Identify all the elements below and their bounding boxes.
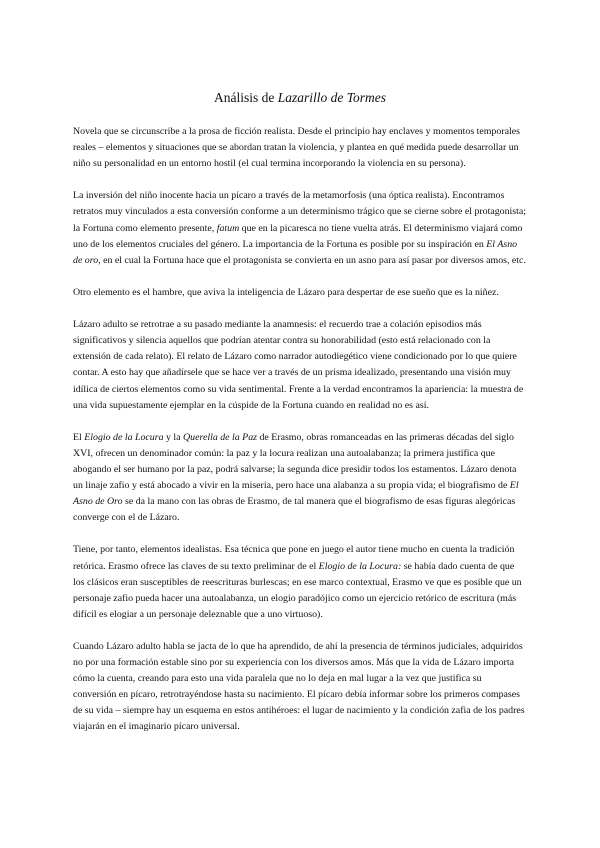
- paragraph-text: Otro elemento es el hambre, que aviva la inteligencia de Lázaro para despertar de ese sueño que es la niñez.: [73, 286, 499, 298]
- paragraph-text: El: [73, 431, 85, 443]
- paragraph-text: de Erasmo, obras romanceadas en las primeras décadas del siglo XVI, ofrecen un denominador común: la paz y la locura realizan una autoalabanza; la primera justifica que abogando el ser humano por la paz, podrá salvarse; la segunda dice presidir todos los estamentos. Lázaro denota un linaje zafio y está abocado a vivir en la miseria, pero hace una alabanza a su propia vida; el biografismo de: [73, 431, 517, 492]
- paragraph-text: La inversión del niño inocente hacia un pícaro a través de la metamorfosis (una óptica realista). Encontramos retratos muy vinculados a esta conversión conforme a un determinismo trágico que se cierne sobre el protagonista; la Fortuna como elemento presente,: [73, 190, 527, 234]
- paragraph: [73, 188, 527, 268]
- paragraph-text: Tiene, por tanto, elementos idealistas. Esa técnica que pone en juego el autor tiene mucho en cuenta la tradición retórica. Erasmo ofrece las claves de su texto preliminar de el: [73, 544, 515, 572]
- paragraph: [73, 285, 527, 301]
- italic-title-text: El Asno de Oro: [73, 480, 519, 508]
- italic-title-text: Querella de la Paz: [183, 431, 257, 443]
- paragraph: [73, 542, 527, 622]
- title-prefix: Análisis de: [213, 90, 278, 105]
- paragraph-text: se había dado cuenta de que los clásicos eran susceptibles de reescrituras burlescas; en ese marco contextual, Erasmo ve que es posible que un personaje zafio pueda hacer una autoalabanza, un elogio paradójico como un ejercicio retórico de escritura (más difícil es elogiar a un personaje deleznable que a uno virtuoso).: [73, 560, 522, 620]
- italic-title-text: fatum: [216, 222, 240, 234]
- paragraph: [73, 317, 527, 414]
- paragraph: [73, 124, 527, 172]
- paragraph-text: se da la mano con las obras de Erasmo, de tal manera que el biografismo de esas figuras alegóricas converge con el de Lázaro.: [73, 496, 516, 524]
- paragraph-text: Cuando Lázaro adulto habla se jacta de lo que ha aprendido, de ahí la presencia de términos judiciales, adquiridos no por una formación estable sino por su experiencia con los diversos amos. Más que la vida de Lázaro importa cómo la cuenta, creando para esto una vida paralela que no lo deja en mal lugar a la vez que justifica su conversión en pícaro, retrotrayéndose hasta su nacimiento. El pícaro debía informar sobre los primeros compases de su vida – siempre hay un esquema en estos antihéroes: el lugar de nacimiento y la condición zafia de los padres viajarán en el imaginario pícaro universal.: [73, 641, 525, 733]
- italic-title-text: Elogio de la Locura: [84, 431, 164, 443]
- paragraph-text: y la: [163, 431, 184, 443]
- paragraph-text: Lázaro adulto se retrotrae a su pasado mediante la anamnesis: el recuerdo trae a colación episodios más significativos y silencia aquellos que podrían atentar contra su honorabilidad (esto está relacionado con la extensión de cada relato). El relato de Lázaro como narrador autodiegético viene condicionado por lo que quiere contar. A esto hay que añadírsele que se hace ver a través de un prisma idealizado, presentando una visión muy idílica de ciertos elementos como su vida sentimental. Frente a la verdad encontramos la apariencia: la muestra de una vida supuestamente ejemplar en la cúspide de la Fortuna cuando en realidad no es así.: [73, 319, 524, 411]
- document-body: [73, 124, 527, 752]
- italic-title-text: El Asno de oro: [73, 238, 518, 266]
- document-title: [0, 90, 600, 106]
- paragraph: [73, 430, 527, 527]
- italic-title-text: Elogio de la Locura:: [318, 560, 402, 572]
- paragraph-text: que en la picaresca no tiene vuelta atrás. El determinismo viajará como uno de los elementos cruciales del género. La importancia de la Fortuna es posible por su inspiración en: [73, 222, 523, 250]
- paragraph-text: , en el cual la Fortuna hace que el protagonista se convierta en un asno para así pasar por diversos amos, etc.: [98, 254, 526, 266]
- title-work-name: Lazarillo de Tormes: [277, 90, 387, 105]
- paragraph-text: Novela que se circunscribe a la prosa de ficción realista. Desde el principio hay enclaves y momentos temporales reales – elementos y situaciones que se abordan tratan la violencia, y plantea en qué medida puede desarrollar un niño su personalidad en un entorno hostil (el cual termina incorporando la violencia en su persona).: [73, 126, 520, 170]
- paragraph: [73, 639, 527, 736]
